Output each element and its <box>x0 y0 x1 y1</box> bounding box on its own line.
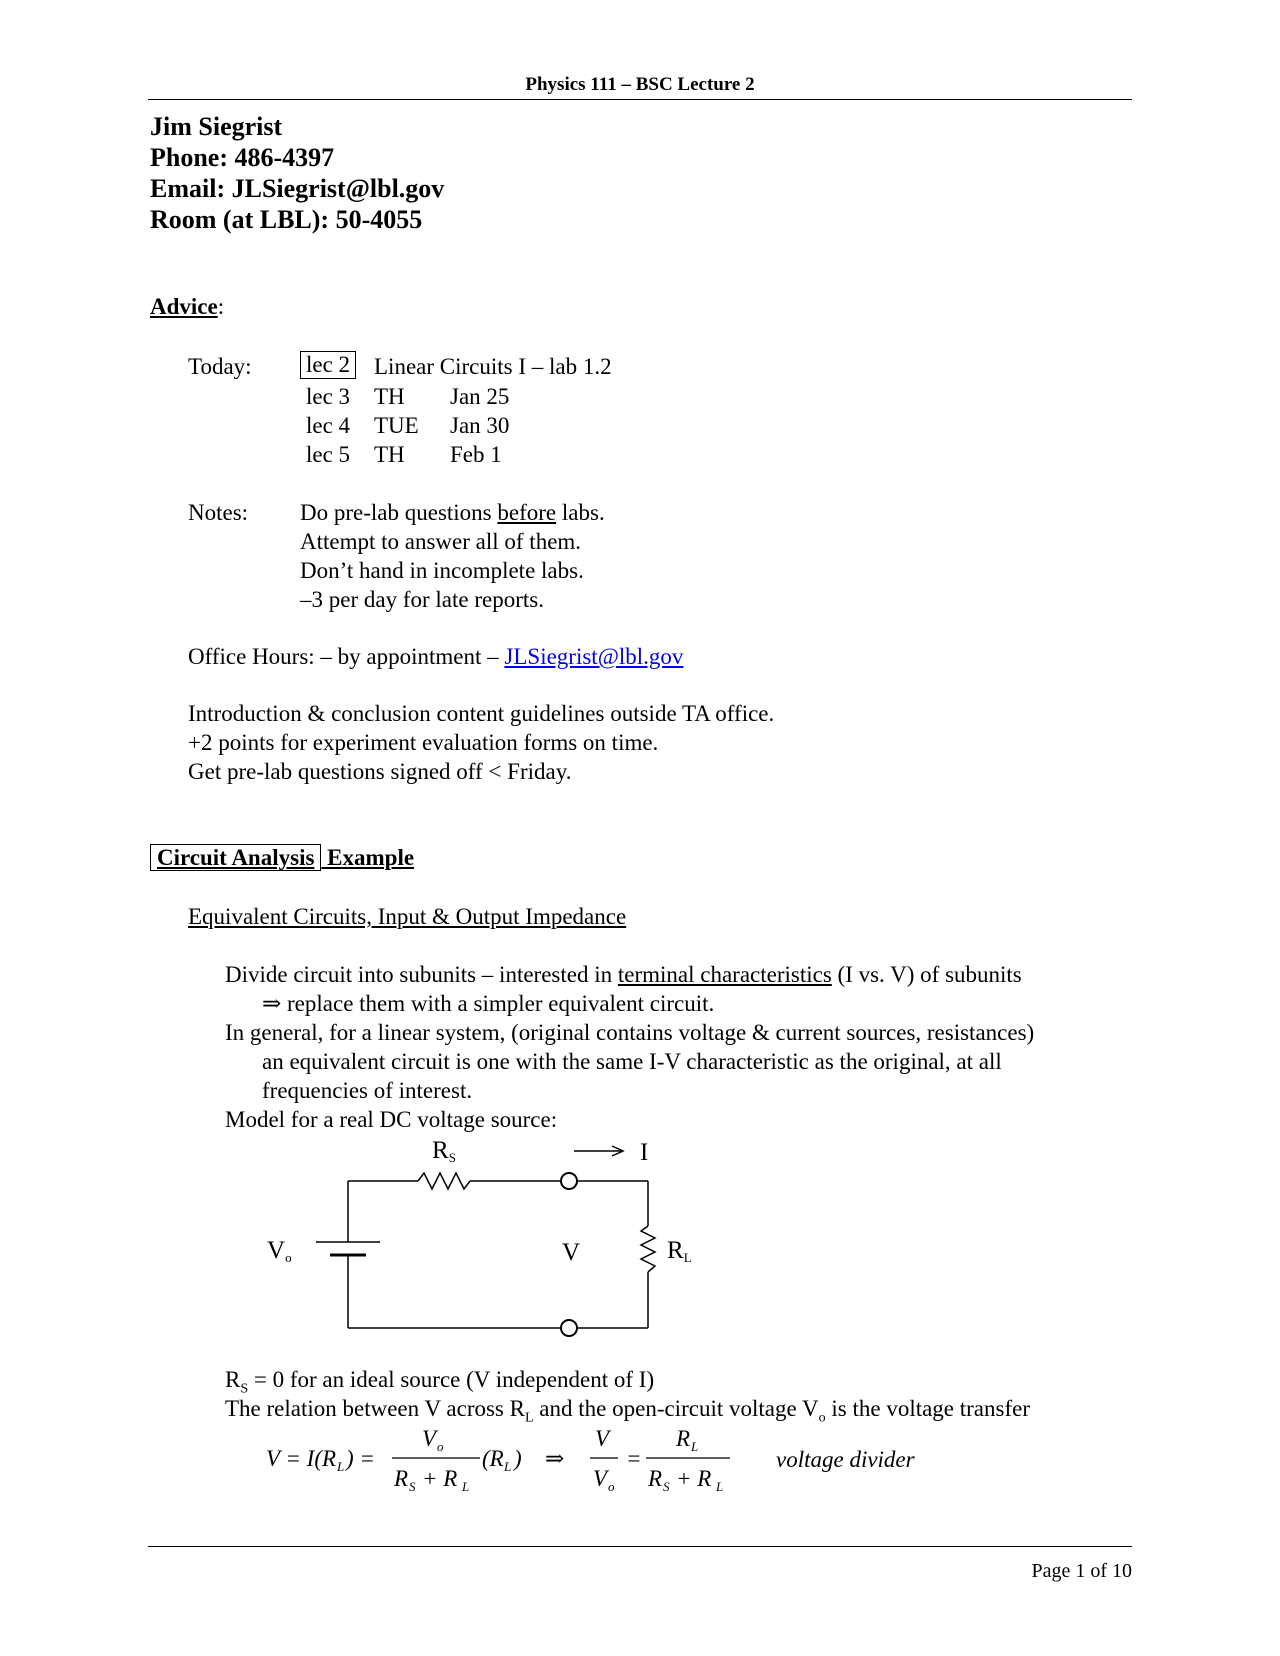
page-header-title: Physics 111 – BSC Lecture 2 <box>525 74 755 95</box>
schedule-date: Feb 1 <box>450 442 502 467</box>
author-name: Jim Siegrist <box>150 112 283 141</box>
svg-text:L: L <box>691 1439 699 1454</box>
paragraph-line: ⇒ replace them with a simpler equivalent circuit. <box>262 991 715 1016</box>
note-line: Attempt to answer all of them. <box>300 529 582 554</box>
svg-text:V = I(R: V = I(R <box>266 1446 337 1471</box>
relation-line: The relation between V across $R_L$ and the open-circuit voltage $V_o$ is the voltage transfer <box>225 1396 1030 1426</box>
note-line: –3 per day for late reports. <box>300 587 544 612</box>
svg-text:V: V <box>422 1426 437 1451</box>
svg-text:) =: ) = <box>346 1446 375 1471</box>
paragraph-line: an equivalent circuit is one with the same I-V characteristic as the original, at all <box>262 1049 1002 1074</box>
note-line: Do pre-lab questions before labs. <box>300 500 605 525</box>
section-title: Circuit Analysis Example <box>150 845 414 871</box>
svg-text:L: L <box>716 1479 724 1494</box>
svg-text:V: V <box>593 1466 608 1491</box>
section-subheading: Equivalent Circuits, Input & Output Impedance <box>188 904 627 929</box>
note-line: Don’t hand in incomplete labs. <box>300 558 584 583</box>
svg-text:S: S <box>663 1479 670 1494</box>
schedule-topic-current: Linear Circuits I – lab 1.2 <box>374 354 612 379</box>
schedule-lec: lec 4 <box>306 413 351 438</box>
schedule-lec-current: lec 2 <box>300 351 356 379</box>
svg-text:=: = <box>626 1446 642 1471</box>
today-label: Today: <box>188 354 252 379</box>
svg-text:L: L <box>462 1479 470 1494</box>
label-i: I <box>640 1139 649 1166</box>
svg-text:L: L <box>504 1459 512 1474</box>
paragraph-line: Model for a real DC voltage source: <box>225 1107 558 1132</box>
footer-rule <box>148 1546 1132 1547</box>
author-phone: Phone: 486-4397 <box>150 143 335 172</box>
svg-text:S: S <box>409 1479 416 1494</box>
schedule-day: TH <box>374 442 405 467</box>
advice-heading: Advice: <box>150 294 225 319</box>
svg-text:+ R: + R <box>422 1466 458 1491</box>
svg-text:R: R <box>648 1466 663 1491</box>
svg-text:R: R <box>676 1426 691 1451</box>
svg-text:(R: (R <box>482 1446 504 1471</box>
svg-text:⇒: ⇒ <box>545 1446 565 1471</box>
schedule-lec: lec 3 <box>306 384 351 409</box>
paragraph-line: In general, for a linear system, (original contains voltage & current sources, resistances) <box>225 1020 1035 1045</box>
notes-label: Notes: <box>188 500 249 525</box>
page-number: Page 1 of 10 <box>1031 1560 1132 1582</box>
svg-text:+ R: + R <box>676 1466 712 1491</box>
schedule-day: TUE <box>374 413 419 438</box>
label-vo: Vo <box>267 1237 292 1265</box>
schedule-lec: lec 5 <box>306 442 351 467</box>
label-v: V <box>562 1239 581 1266</box>
paragraph-line: Divide circuit into subunits – interested in terminal characteristics (I vs. V) of subunits <box>225 962 1022 987</box>
formula-note: voltage divider <box>776 1447 915 1472</box>
schedule-date: Jan 25 <box>450 384 510 409</box>
schedule-day: TH <box>374 384 405 409</box>
paragraph-line: frequencies of interest. <box>262 1078 473 1103</box>
svg-text:o: o <box>437 1439 444 1454</box>
svg-text:): ) <box>514 1446 522 1471</box>
rs-ideal-line: $R_S = 0$ for an ideal source (V independent of I) <box>225 1367 655 1397</box>
label-rl: RL <box>667 1237 692 1265</box>
svg-text:V: V <box>595 1426 610 1451</box>
author-email: Email: JLSiegrist@lbl.gov <box>150 174 445 203</box>
info-line: +2 points for experiment evaluation forms on time. <box>188 730 659 755</box>
info-line: Introduction & conclusion content guidelines outside TA office. <box>188 701 775 726</box>
schedule-date: Jan 30 <box>450 413 510 438</box>
info-line: Get pre-lab questions signed off < Friday. <box>188 759 572 784</box>
label-rs: RS <box>432 1137 456 1165</box>
svg-text:o: o <box>608 1479 615 1494</box>
office-hours-text: Office Hours: – by appointment – JLSiegrist@lbl.gov <box>188 644 684 669</box>
svg-text:R: R <box>394 1466 409 1491</box>
svg-text:L: L <box>337 1459 345 1474</box>
office-hours-email-link[interactable]: JLSiegrist@lbl.gov <box>504 644 684 669</box>
author-room: Room (at LBL): 50-4055 <box>150 205 423 234</box>
